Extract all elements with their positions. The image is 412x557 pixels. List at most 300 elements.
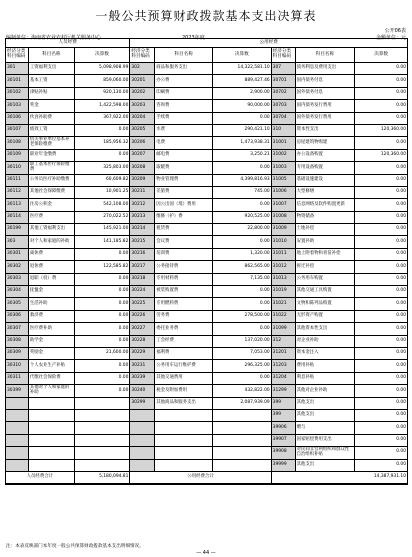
amount-cell: 0.00 — [396, 424, 406, 430]
right-group-header: 公用经费 — [259, 39, 278, 45]
code-cell: 30703 — [272, 100, 296, 111]
name-cell: 公务员医疗补助缴费 — [29, 175, 75, 186]
code-cell — [6, 410, 29, 421]
code-cell: 30239 — [130, 373, 155, 384]
table-body — [6, 63, 407, 472]
table-row — [6, 212, 407, 224]
col-amount: 决算数 — [374, 51, 389, 57]
amount-cell: 0.00 — [75, 336, 131, 347]
code-cell: 31011 — [272, 249, 296, 260]
amount-cell: 0.00 — [75, 373, 131, 384]
amount-cell: 0.00 — [213, 236, 272, 247]
code-cell: 307 — [272, 63, 296, 74]
amount-cell: 0.00 — [396, 164, 406, 170]
col-amount: 决算数 — [213, 48, 272, 62]
name-cell: 物业管理费 — [155, 175, 213, 186]
amount-cell: 0.00 — [396, 461, 406, 467]
table-row — [6, 286, 407, 298]
col-code: 经济分类科目编码 — [272, 48, 296, 62]
code-cell: 30240 — [130, 385, 155, 396]
amount-cell: 0.00 — [75, 274, 131, 285]
table-row — [6, 460, 407, 472]
code-cell: 31299 — [272, 385, 296, 396]
amount-cell: 60,609.82 — [75, 175, 131, 186]
name-cell: 医疗费补助 — [29, 323, 75, 334]
name-cell — [29, 460, 75, 471]
name-cell: 专用设备购置 — [296, 162, 356, 173]
code-cell: 30211 — [130, 187, 155, 198]
amount-cell: 7,053.00 — [213, 348, 272, 359]
name-cell: 劳务费 — [155, 311, 213, 322]
name-cell: 办公费 — [155, 75, 213, 86]
name-cell: 大型修缮 — [296, 187, 356, 198]
report-title: 一般公共预算财政拨款基本支出决算表 — [95, 9, 317, 23]
amount-cell: 2,087,939.09 — [213, 398, 272, 409]
code-cell: 31007 — [272, 199, 296, 210]
code-cell: 30201 — [130, 75, 155, 86]
amount-cell: 862,565.00 — [213, 261, 272, 272]
code-cell: 30305 — [6, 298, 29, 309]
amount-cell: 0.00 — [396, 449, 406, 455]
name-cell — [29, 447, 75, 458]
code-cell: 30701 — [272, 75, 296, 86]
left-total-label: 人员经费合计 — [6, 472, 75, 483]
amount-cell: 296,325.00 — [213, 360, 272, 371]
name-cell: 水费 — [155, 125, 213, 136]
name-cell: 物资储备 — [296, 212, 356, 223]
table-row — [6, 323, 407, 335]
code-cell: 30103 — [6, 100, 29, 111]
table-row — [6, 162, 407, 174]
amount-cell: 0.00 — [396, 263, 406, 269]
amount-cell: 0.00 — [75, 298, 131, 309]
code-cell — [6, 398, 29, 409]
name-cell: 对民间非营利组织和群众性自治组织补贴 — [296, 447, 356, 458]
amount-cell — [75, 447, 131, 458]
code-cell: 30206 — [130, 137, 155, 148]
amount-cell: 1,422,598.00 — [75, 100, 131, 111]
report-year: 2023年度 — [182, 35, 205, 41]
name-cell: 租赁费 — [155, 224, 213, 235]
amount-cell: 145,921.00 — [75, 224, 131, 235]
amount-cell: 0.00 — [213, 113, 272, 124]
amount-cell: 10,901.25 — [75, 187, 131, 198]
name-cell: 专用燃料费 — [155, 298, 213, 309]
code-cell: 31008 — [272, 212, 296, 223]
name-cell — [29, 398, 75, 409]
code-cell: 399 — [272, 398, 296, 409]
name-cell: 助学金 — [29, 336, 75, 347]
name-cell: 伙食补助费 — [29, 113, 75, 124]
column-header-row — [6, 48, 407, 63]
name-cell: 咨询费 — [155, 100, 213, 111]
name-cell: 公务用车运行维护费 — [155, 360, 213, 371]
table-row — [6, 261, 407, 273]
name-cell: 住房公积金 — [29, 199, 75, 210]
name-cell: 退职（役）费 — [29, 274, 75, 285]
code-cell: 31203 — [272, 360, 296, 371]
table-row — [6, 199, 407, 211]
name-cell: 办公设备购置 — [296, 150, 356, 161]
table-row — [6, 298, 407, 310]
table-row — [6, 385, 407, 397]
name-cell: 其他支出 — [296, 398, 356, 409]
name-cell: 因公出国（境）费用 — [155, 199, 213, 210]
table-row — [6, 224, 407, 236]
name-cell: 电费 — [155, 137, 213, 148]
code-cell: 31204 — [272, 373, 296, 384]
amount-cell: 0.00 — [396, 139, 406, 145]
amount-cell: 14,322,581.10 — [213, 63, 272, 74]
code-cell: 30101 — [6, 75, 29, 86]
code-cell: 301 — [6, 63, 29, 74]
code-cell: 30307 — [6, 323, 29, 334]
name-cell: 邮电费 — [155, 150, 213, 161]
code-cell: 30214 — [130, 224, 155, 235]
amount-cell: 290,421.10 — [213, 125, 272, 136]
amount-cell: 432,822.00 — [213, 385, 272, 396]
table-row — [6, 422, 407, 434]
code-cell: 30213 — [130, 212, 155, 223]
amount-cell: 0.00 — [396, 102, 406, 108]
code-cell: 312 — [272, 336, 296, 347]
code-cell: 30399 — [6, 385, 29, 396]
name-cell: 国外债务发行费用 — [296, 113, 356, 124]
amount-cell: 0.00 — [75, 385, 131, 396]
code-cell: 30199 — [6, 224, 29, 235]
amount-cell — [75, 410, 131, 421]
name-cell: 公务用车购置 — [296, 274, 356, 285]
name-cell: 拆迁补偿 — [296, 261, 356, 272]
amount-cell: 137,020.00 — [213, 336, 272, 347]
name-cell: 其他对企业补助 — [296, 385, 356, 396]
amount-cell: 0.00 — [75, 360, 131, 371]
name-cell: 退休费 — [29, 261, 75, 272]
table-row — [6, 311, 407, 323]
name-cell: 被装购置费 — [155, 286, 213, 297]
amount-cell — [213, 422, 272, 433]
name-cell: 国内债务发行费用 — [296, 100, 356, 111]
amount-cell: 120,360.00 — [380, 152, 406, 158]
code-cell: 31099 — [272, 323, 296, 334]
amount-cell: 0.00 — [75, 125, 131, 136]
totals-row — [6, 472, 407, 484]
code-cell — [130, 422, 155, 433]
amount-cell: 21,600.00 — [75, 348, 131, 359]
code-cell: 30302 — [6, 261, 29, 272]
name-cell: 福利费 — [155, 348, 213, 359]
table-row — [6, 336, 407, 348]
code-cell: 30704 — [272, 113, 296, 124]
col-name: 科目名称 — [29, 48, 75, 62]
amount-cell: 120,360.00 — [380, 127, 406, 133]
amount-cell: 1,473,938.31 — [213, 137, 272, 148]
code-cell: 30229 — [130, 348, 155, 359]
name-cell: 其他支出 — [296, 410, 356, 421]
amount-cell: 0.00 — [396, 276, 406, 282]
table-row — [6, 348, 407, 360]
table-row — [6, 435, 407, 447]
name-cell: 国外债务付息 — [296, 88, 356, 99]
name-cell: 专用材料费 — [155, 274, 213, 285]
code-cell: 31005 — [272, 175, 296, 186]
code-cell: 30306 — [6, 311, 29, 322]
amount-cell: 0.00 — [396, 288, 406, 294]
code-cell: 31012 — [272, 261, 296, 272]
name-cell: 培训费 — [155, 249, 213, 260]
amount-cell: 0.00 — [213, 199, 272, 210]
code-cell: 30231 — [130, 360, 155, 371]
code-cell — [6, 447, 29, 458]
name-cell: 代缴社会保险费 — [29, 373, 75, 384]
name-cell — [155, 422, 213, 433]
name-cell: 印刷费 — [155, 88, 213, 99]
amount-cell: 0.00 — [396, 214, 406, 220]
name-cell: 奖金 — [29, 100, 75, 111]
code-cell: 30215 — [130, 236, 155, 247]
amount-cell: 1,320.00 — [213, 249, 272, 260]
code-cell: 302 — [130, 63, 155, 74]
amount-cell: 0.00 — [75, 286, 131, 297]
code-cell: 39999 — [272, 460, 296, 471]
amount-cell: 325,803.00 — [75, 162, 131, 173]
code-cell: 30107 — [6, 125, 29, 136]
amount-cell: 7,135.00 — [213, 274, 272, 285]
amount-cell: 859,060.00 — [75, 75, 131, 86]
table-row — [6, 113, 407, 125]
code-cell: 31021 — [272, 298, 296, 309]
code-cell — [6, 435, 29, 446]
code-cell — [6, 422, 29, 433]
amount-cell: 0.00 — [396, 90, 406, 96]
name-cell: 地上附着物和青苗补偿 — [296, 249, 356, 260]
code-cell: 30113 — [6, 199, 29, 210]
code-cell: 30108 — [6, 137, 29, 148]
name-cell: 税金及附加费用 — [155, 385, 213, 396]
code-cell — [130, 447, 155, 458]
name-cell: 手续费 — [155, 113, 213, 124]
code-cell: 30299 — [130, 398, 155, 409]
name-cell: 差旅费 — [155, 187, 213, 198]
name-cell: 津贴补贴 — [29, 88, 75, 99]
name-cell — [155, 435, 213, 446]
amount-cell — [213, 447, 272, 458]
amount-cell: 0.00 — [396, 362, 406, 368]
name-cell: 奖励金 — [29, 348, 75, 359]
amount-cell: 920,130.00 — [75, 88, 131, 99]
name-cell: 公务接待费 — [155, 261, 213, 272]
amount-cell: 2,900.00 — [213, 88, 272, 99]
amount-cell: 0.00 — [75, 323, 131, 334]
amount-cell: 0.00 — [396, 77, 406, 83]
name-cell: 委托业务费 — [155, 323, 213, 334]
code-cell: 31022 — [272, 311, 296, 322]
code-cell: 30228 — [130, 336, 155, 347]
code-cell — [6, 460, 29, 471]
amount-cell: 0.00 — [396, 251, 406, 257]
amount-cell: 0.00 — [396, 375, 406, 381]
col-code: 经济分类科目编码 — [6, 48, 29, 62]
name-cell: 离休费 — [29, 249, 75, 260]
name-cell: 资本金注入 — [296, 348, 356, 359]
name-cell: 生活补助 — [29, 298, 75, 309]
name-cell: 维修（护）费 — [155, 212, 213, 223]
code-cell: 30304 — [6, 286, 29, 297]
name-cell: 其他社会保障缴费 — [29, 187, 75, 198]
code-cell: 30227 — [130, 323, 155, 334]
amount-cell: 0.00 — [75, 249, 131, 260]
code-cell: 30204 — [130, 113, 155, 124]
table-row — [6, 447, 407, 459]
left-group-header: 人员经费 — [6, 39, 130, 47]
amount-cell — [75, 435, 131, 446]
expenditure-table — [5, 38, 408, 485]
code-cell: 31010 — [272, 236, 296, 247]
name-cell: 房屋建筑物购建 — [296, 137, 356, 148]
code-cell: 30114 — [6, 212, 29, 223]
amount-cell: 0.00 — [396, 399, 406, 405]
name-cell: 工资福利支出 — [29, 63, 75, 74]
col-code: 经济分类科目编码 — [130, 48, 155, 62]
name-cell: 土地补偿 — [296, 224, 356, 235]
code-cell: 30224 — [130, 286, 155, 297]
code-cell: 31019 — [272, 286, 296, 297]
name-cell — [155, 460, 213, 471]
code-cell: 30110 — [6, 162, 29, 173]
table-row — [6, 150, 407, 162]
name-cell: 基础设施建设 — [296, 175, 356, 186]
name-cell: 其他资本性支出 — [296, 323, 356, 334]
code-cell — [130, 410, 155, 421]
name-cell — [155, 447, 213, 458]
amount-cell: 889,427.46 — [213, 75, 272, 86]
code-cell: 30205 — [130, 125, 155, 136]
table-row — [6, 360, 407, 372]
code-cell: 30311 — [6, 373, 29, 384]
amount-cell: 278,500.00 — [213, 311, 272, 322]
code-cell: 30106 — [6, 113, 29, 124]
amount-cell: 0.00 — [396, 226, 406, 232]
code-cell: 30226 — [130, 311, 155, 322]
code-cell: 30209 — [130, 175, 155, 186]
amount-cell: 0.00 — [396, 325, 406, 331]
name-cell: 资本性支出 — [296, 125, 356, 136]
code-cell — [130, 435, 155, 446]
code-cell: 31002 — [272, 150, 296, 161]
name-cell: 安置补助 — [296, 236, 356, 247]
col-name: 科目名称 — [296, 48, 356, 62]
amount-cell: 0.00 — [396, 313, 406, 319]
table-row — [6, 249, 407, 261]
code-cell: 399 — [272, 410, 296, 421]
amount-cell: 0.00 — [75, 311, 131, 322]
name-cell: 其他支出 — [296, 460, 356, 471]
code-cell: 30112 — [6, 187, 29, 198]
code-cell: 303 — [6, 236, 29, 247]
name-cell: 其他工资福利支出 — [29, 224, 75, 235]
code-cell: 30217 — [130, 261, 155, 272]
form-code: 公开06表 — [384, 28, 406, 34]
table-row — [6, 373, 407, 385]
name-cell: 对企业补助 — [296, 336, 356, 347]
name-cell: 其他商品和服务支出 — [155, 398, 213, 409]
amount-cell — [213, 435, 272, 446]
amount-cell: 0.00 — [396, 176, 406, 182]
table-row — [6, 274, 407, 286]
name-cell — [29, 410, 75, 421]
code-cell: 30203 — [130, 100, 155, 111]
unit-label: 编制单位：海南省农业农村厅机关服务中心 — [6, 35, 102, 41]
amount-cell: 920,525.00 — [213, 212, 272, 223]
amount-cell: 0.00 — [396, 437, 406, 443]
table-row — [6, 236, 407, 248]
code-cell: 31201 — [272, 348, 296, 359]
code-cell: 30218 — [130, 274, 155, 285]
name-cell: 国内债务付息 — [296, 75, 356, 86]
code-cell: 30225 — [130, 298, 155, 309]
amount-cell: 0.00 — [396, 238, 406, 244]
code-cell: 31009 — [272, 224, 296, 235]
amount-cell: 141,185.82 — [75, 236, 131, 247]
col-name: 科目名称 — [155, 48, 213, 62]
amount-cell: 0.00 — [213, 373, 272, 384]
name-cell: 医疗费 — [29, 212, 75, 223]
name-cell: 债务利息及费用支出 — [296, 63, 356, 74]
name-cell: 机关事业单位基本养老保险缴费 — [29, 137, 75, 148]
amount-cell — [75, 398, 131, 409]
code-cell: 310 — [272, 125, 296, 136]
name-cell: 工会经费 — [155, 336, 213, 347]
amount-cell: 4,399,816.93 — [213, 175, 272, 186]
name-cell: 费用补贴 — [296, 360, 356, 371]
code-cell: 30109 — [6, 150, 29, 161]
amount-cell: 0.00 — [75, 150, 131, 161]
amount-cell — [213, 460, 272, 471]
code-cell: 30702 — [272, 88, 296, 99]
table-row — [6, 100, 407, 112]
code-cell: 30208 — [130, 162, 155, 173]
code-cell: 39906 — [272, 422, 296, 433]
table-row — [6, 125, 407, 137]
amount-cell: 3,250.21 — [213, 150, 272, 161]
amount-cell: 0.00 — [396, 412, 406, 418]
code-cell: 31001 — [272, 137, 296, 148]
code-cell — [130, 460, 155, 471]
name-cell: 国家赔偿费用支出 — [296, 435, 356, 446]
group-header-row — [6, 39, 407, 48]
code-cell: 39907 — [272, 435, 296, 446]
col-amount: 决算数 — [75, 48, 131, 62]
table-row — [6, 137, 407, 149]
name-cell — [155, 410, 213, 421]
code-cell: 30308 — [6, 336, 29, 347]
amount-cell: 22,800.00 — [213, 224, 272, 235]
name-cell: 文物和陈列品购置 — [296, 298, 356, 309]
code-cell: 31003 — [272, 162, 296, 173]
table-row — [6, 398, 407, 410]
left-total-value: 5,180,094.81 — [75, 472, 131, 483]
code-cell: 30212 — [130, 199, 155, 210]
code-cell: 39908 — [272, 447, 296, 458]
code-cell: 30216 — [130, 249, 155, 260]
name-cell: 职业年金缴费 — [29, 150, 75, 161]
code-cell: 30309 — [6, 348, 29, 359]
name-cell: 抚恤金 — [29, 286, 75, 297]
name-cell: 信息网络及软件购置更新 — [296, 199, 356, 210]
amount-cell: 90,000.00 — [213, 100, 272, 111]
amount-cell: 367,922.00 — [75, 113, 131, 124]
page-number: — 44 — — [196, 550, 216, 556]
